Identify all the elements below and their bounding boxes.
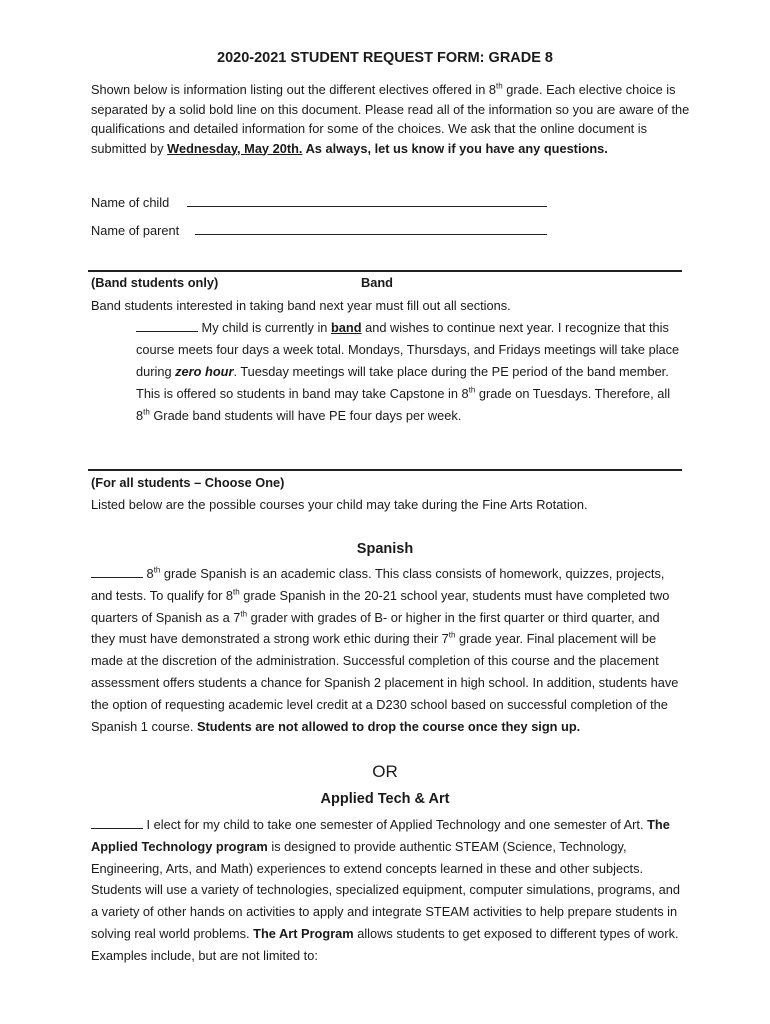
intro-text: Shown below is information listing out the different electives offered in 8: [91, 82, 496, 97]
band-option: [136, 317, 682, 427]
page-title: 2020-2021 STUDENT REQUEST FORM: GRADE 8: [217, 50, 553, 66]
tech-program-label: The Applied Technology program: [91, 817, 670, 854]
intro-text: grade. Each elective choice is separated by a solid bold line on this document. Please read all of the information so you are aware of the qualifications and detailed information for some of the choices. We ask that the online document is submitted by: [91, 82, 690, 156]
or-separator: OR: [372, 762, 398, 781]
superscript: th: [143, 407, 150, 417]
superscript: th: [153, 565, 161, 575]
parent-name-label: Name of parent: [91, 223, 180, 238]
spanish-option: [91, 563, 683, 737]
superscript: th: [496, 81, 503, 91]
spanish-text: grader with grades of B- or higher in the first quarter or third quarter, and they must have demonstrated a strong work ethic during their 7: [91, 609, 660, 647]
band-text: . Tuesday meetings will take place during the PE period of the band member. This is offered so students in band may take Capstone in 8: [136, 364, 669, 401]
spanish-text: grade Spanish in the 20-21 school year, students must have completed two quarters of Spanish as a 7: [91, 587, 670, 625]
spanish-text: grade Spanish is an academic class. This class consists of homework, quizzes, projects, and tests. To qualify for 8: [91, 566, 665, 603]
applied-text: is designed to provide authentic STEAM (Science, Technology, Engineering, Arts, and Math) experiences to extend concepts learned in these and other subjects. Students will use a variety of technologies, specialized equipment, computer simulations, programs, and a variety of other hands on activities to apply and integrate STEAM activities to help prepare students in solving real world problems.: [91, 838, 680, 941]
superscript: th: [233, 587, 240, 597]
deadline-date: Wednesday, May 20th.: [167, 140, 303, 156]
band-text: and wishes to continue next year. I recognize that this course meets four days a week total. Mondays, Thursdays, and Fridays meetings will take place during: [136, 320, 680, 379]
spanish-text: grade year. Final placement will be made at the discretion of the administration. Successful completion of this course and the placement assessment offers students a chance for Spanish 2 placement in high school. In addition, students have the option of requesting academic level credit at a D230 school based on successful completion of the Spanish 1 course.: [91, 631, 679, 734]
art-program-label: The Art Program: [253, 925, 354, 941]
applied-text: allows students to get exposed to different types of work. Examples include, but are not limited to:: [91, 925, 679, 963]
applied-text: I elect for my child to take one semester of Applied Technology and one semester of Art.: [143, 817, 648, 832]
spanish-checkbox-blank[interactable]: [91, 566, 143, 578]
applied-tech-option: [91, 814, 683, 967]
applied-tech-checkbox-blank[interactable]: [91, 817, 143, 829]
child-name-field: [91, 194, 547, 210]
parent-name-field: [91, 222, 547, 238]
superscript: th: [240, 609, 248, 619]
superscript: th: [448, 631, 456, 641]
band-heading-left: (Band students only): [91, 275, 219, 290]
spanish-title: Spanish: [356, 541, 414, 557]
superscript: th: [468, 385, 476, 395]
section-divider: [88, 469, 682, 471]
section-divider: [88, 270, 682, 272]
band-text: Grade band students will have PE four days per week.: [149, 408, 462, 423]
zero-hour: zero hour: [175, 364, 234, 379]
spanish-text: 8: [143, 566, 154, 581]
band-instruction: Band students interested in taking band next year must fill out all sections.: [91, 298, 511, 313]
intro-closing: As always, let us know if you have any questions.: [302, 140, 608, 156]
band-text: grade on Tuesdays. Therefore, all 8: [136, 386, 671, 423]
parent-name-input-line[interactable]: [195, 222, 547, 235]
band-word: band: [330, 320, 362, 335]
applied-tech-title: Applied Tech & Art: [320, 791, 450, 807]
spanish-drop-notice: Students are not allowed to drop the course once they sign up.: [197, 718, 581, 734]
band-heading-center: Band: [361, 275, 393, 290]
fine-arts-heading: (For all students – Choose One): [91, 475, 285, 490]
child-name-input-line[interactable]: [187, 194, 547, 207]
fine-arts-instruction: Listed below are the possible courses your child may take during the Fine Arts Rotation.: [91, 497, 588, 512]
child-name-label: Name of child: [91, 195, 170, 210]
band-text: My child is currently in: [198, 320, 331, 335]
intro-paragraph: [91, 80, 691, 158]
band-checkbox-blank[interactable]: [136, 320, 198, 332]
